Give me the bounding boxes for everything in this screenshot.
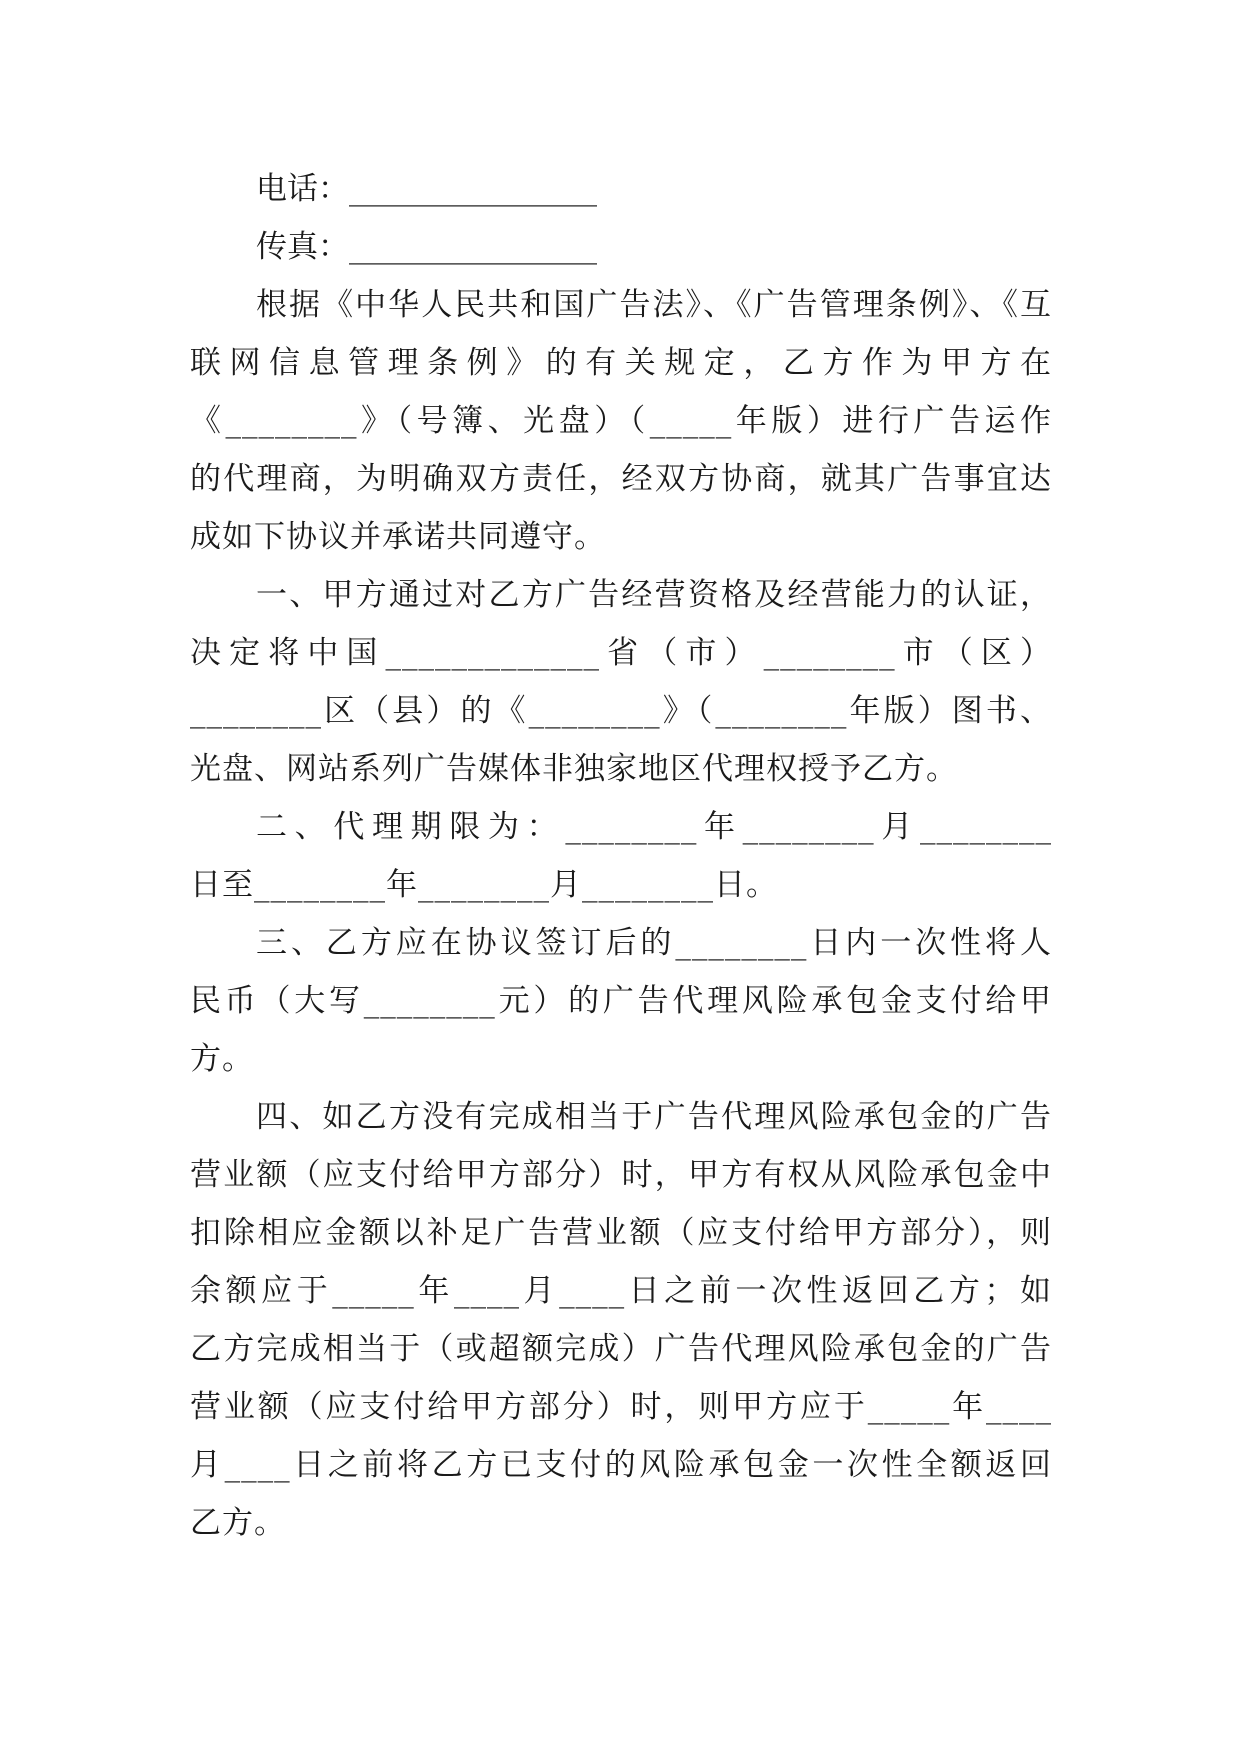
- document-page: [190, 160, 1052, 1552]
- text-line: 余额应于_____年____月____日之前一次性返回乙方；如: [190, 1273, 1052, 1309]
- text-line: 决定将中国_____________省（市）________市（区）: [190, 635, 1052, 671]
- text-line: 根据《中华人民共和国广告法》、《广告管理条例》、《互: [256, 287, 1052, 323]
- preamble-paragraph: [190, 276, 1052, 566]
- phone-blank: ________________: [349, 171, 597, 207]
- text-line: 的代理商，为明确双方责任，经双方协商，就其广告事宜达: [190, 461, 1052, 497]
- fax-field: [190, 218, 1052, 276]
- fax-blank: ________________: [349, 229, 597, 265]
- text-line: 乙方完成相当于（或超额完成）广告代理风险承包金的广告: [190, 1331, 1052, 1367]
- text-line: 二、代理期限为：________年________月________: [256, 809, 1052, 845]
- clause-2-paragraph: [190, 798, 1052, 914]
- phone-label: 电话：: [256, 171, 349, 207]
- text-line: ________区（县）的《________》（________年版）图书、: [190, 693, 1052, 729]
- text-line: 成如下协议并承诺共同遵守。: [190, 519, 606, 555]
- text-line: 四、如乙方没有完成相当于广告代理风险承包金的广告: [256, 1099, 1052, 1135]
- text-line: 三、乙方应在协议签订后的________日内一次性将人: [256, 925, 1052, 961]
- text-line: 《________》（号簿、光盘）（_____年版）进行广告运作: [190, 403, 1052, 439]
- text-line: 营业额（应支付给甲方部分）时，则甲方应于_____年____: [190, 1389, 1052, 1425]
- text-line: 一、甲方通过对乙方广告经营资格及经营能力的认证，: [256, 577, 1052, 613]
- text-line: 方。: [190, 1041, 254, 1077]
- text-line: 联网信息管理条例》的有关规定，乙方作为甲方在: [190, 345, 1052, 381]
- fax-label: 传真：: [256, 229, 349, 265]
- text-line: 营业额（应支付给甲方部分）时，甲方有权从风险承包金中: [190, 1157, 1052, 1193]
- text-line: 扣除相应金额以补足广告营业额（应支付给甲方部分），则: [190, 1215, 1052, 1251]
- clause-3-paragraph: [190, 914, 1052, 1088]
- text-line: 乙方。: [190, 1505, 286, 1541]
- clause-4-paragraph: [190, 1088, 1052, 1552]
- text-line: 光盘、网站系列广告媒体非独家地区代理权授予乙方。: [190, 751, 958, 787]
- phone-field: [190, 160, 1052, 218]
- text-line: 月____日之前将乙方已支付的风险承包金一次性全额返回: [190, 1447, 1052, 1483]
- clause-1-paragraph: [190, 566, 1052, 798]
- text-line: 民币（大写________元）的广告代理风险承包金支付给甲: [190, 983, 1052, 1019]
- text-line: 日至________年________月________日。: [190, 867, 778, 903]
